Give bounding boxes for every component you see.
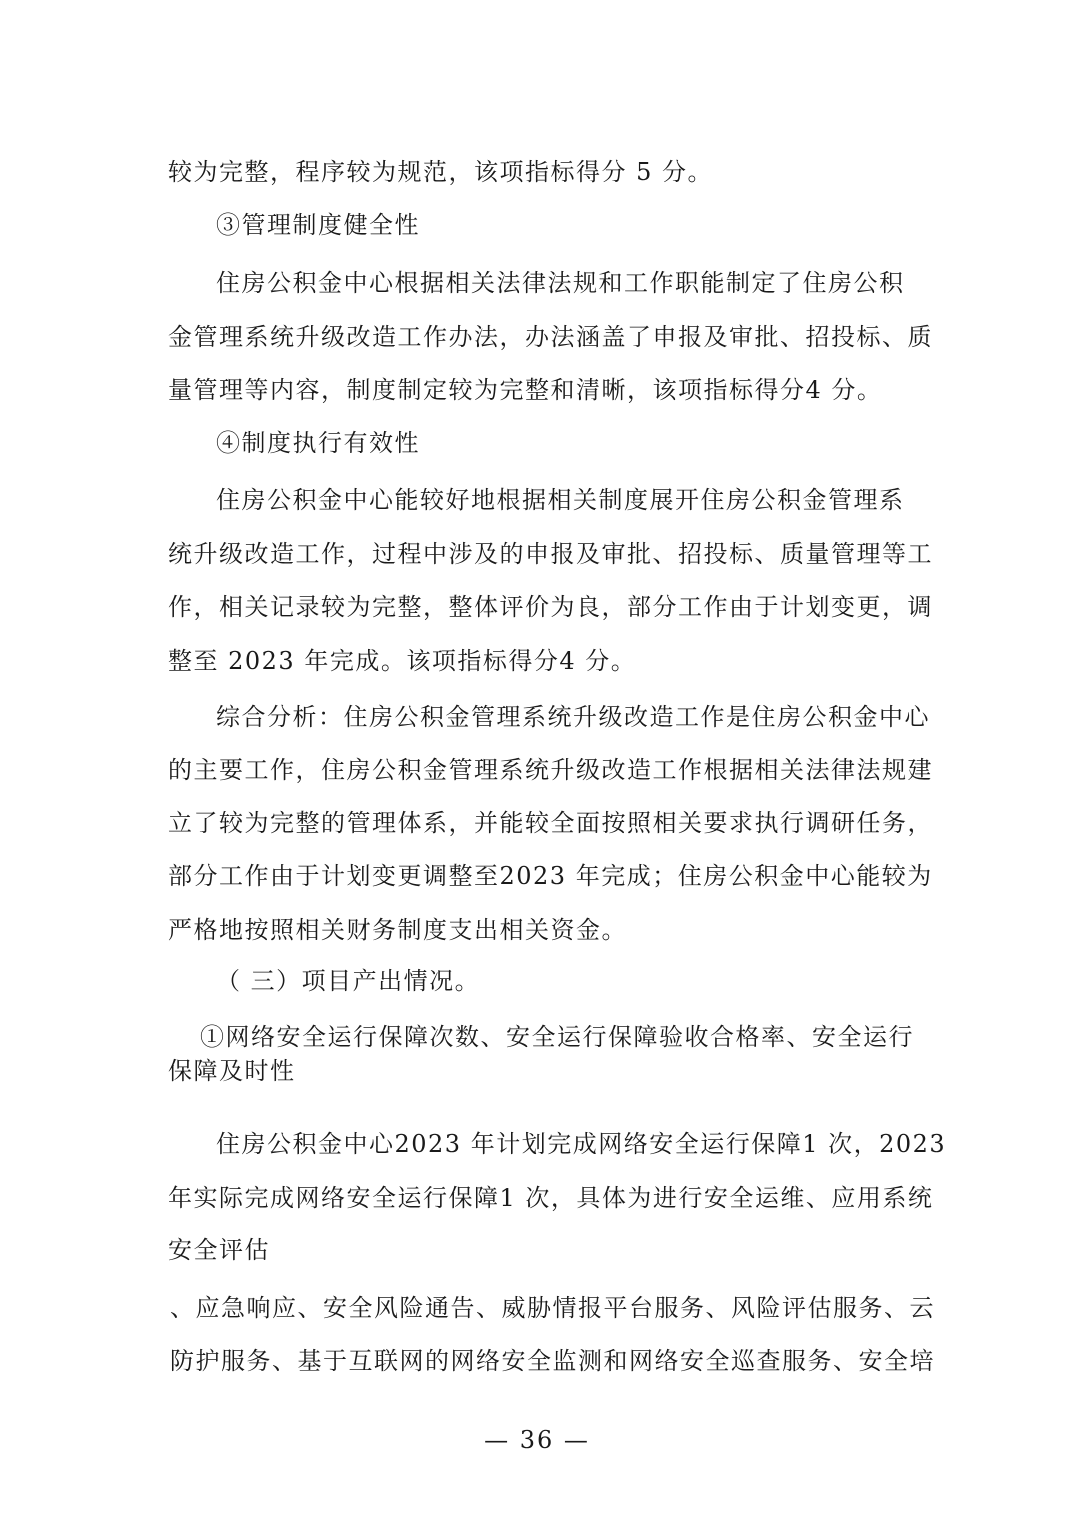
text-line: 年实际完成网络安全运行保障1 次，具体为进行安全运维、应用系统 [168, 1184, 934, 1212]
subsection-heading: 保障及时性 [168, 1057, 296, 1085]
text-line: 安全评估 [168, 1236, 270, 1264]
text-line: 统升级改造工作，过程中涉及的申报及审批、招投标、质量管理等工 [168, 540, 933, 568]
section-heading: （ 三）项目产出情况。 [216, 967, 481, 995]
text-line: 的主要工作，住房公积金管理系统升级改造工作根据相关法律法规建 [168, 756, 933, 784]
section-heading: ③管理制度健全性 [216, 211, 420, 239]
section-heading: ④制度执行有效性 [216, 429, 420, 457]
text-line: 较为完整，程序较为规范，该项指标得分 5 分。 [168, 158, 714, 186]
text-line: 金管理系统升级改造工作办法，办法涵盖了申报及审批、招投标、质 [168, 323, 933, 351]
text-line: 综合分析：住房公积金管理系统升级改造工作是住房公积金中心 [216, 703, 930, 731]
text-line: 整至 2023 年完成。该项指标得分4 分。 [168, 647, 637, 675]
page-number: — 36 — [484, 1426, 590, 1454]
text-line: 部分工作由于计划变更调整至2023 年完成；住房公积金中心能较为 [168, 862, 933, 890]
text-line: 住房公积金中心2023 年计划完成网络安全运行保障1 次，2023 [216, 1130, 947, 1158]
text-line: 住房公积金中心能较好地根据相关制度展开住房公积金管理系 [216, 486, 905, 514]
text-line: 严格地按照相关财务制度支出相关资金。 [168, 916, 627, 944]
text-line: 量管理等内容，制度制定较为完整和清晰，该项指标得分4 分。 [168, 376, 883, 404]
text-line: 防护服务、基于互联网的网络安全监测和网络安全巡查服务、安全培 [170, 1347, 935, 1375]
text-line: 立了较为完整的管理体系，并能较全面按照相关要求执行调研任务， [168, 809, 933, 837]
text-line: 住房公积金中心根据相关法律法规和工作职能制定了住房公积 [216, 269, 905, 297]
text-line: 、应急响应、安全风险通告、威胁情报平台服务、风险评估服务、云 [170, 1294, 935, 1322]
subsection-heading: ①网络安全运行保障次数、安全运行保障验收合格率、安全运行 [200, 1023, 914, 1051]
text-line: 作，相关记录较为完整，整体评价为良，部分工作由于计划变更，调 [168, 593, 933, 621]
